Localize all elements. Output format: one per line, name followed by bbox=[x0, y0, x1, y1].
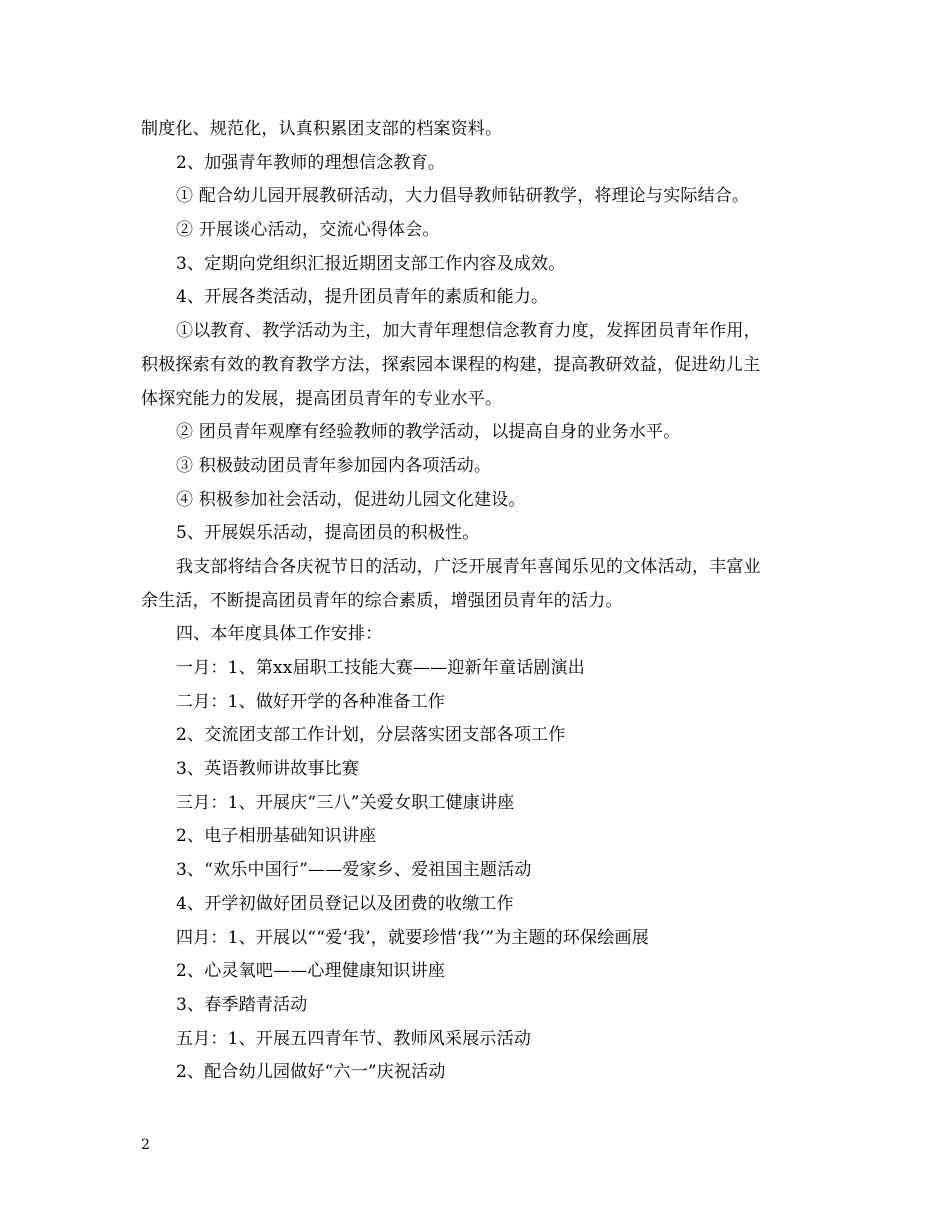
text-line: 制度化、规范化，认真积累团支部的档案资料。 bbox=[141, 119, 503, 139]
text-line: ② 团员青年观摩有经验教师的教学活动，以提高自身的业务水平。 bbox=[176, 422, 681, 443]
schedule-line: 3、“欢乐中国行”——爱家乡、爱祖国主题活动 bbox=[176, 860, 532, 881]
schedule-line: 五月：1、开展五四青年节、教师风采展示活动 bbox=[176, 1028, 532, 1049]
text-line: ① 配合幼儿园开展教研活动，大力倡导教师钻研教学，将理论与实际结合。 bbox=[176, 186, 750, 207]
text-line: ①以教育、教学活动为主，加大青年理想信念教育力度，发挥团员青年作用， bbox=[176, 321, 761, 342]
text-line: 我支部将结合各庆祝节日的活动，广泛开展青年喜闻乐见的文体活动，丰富业 bbox=[176, 556, 761, 577]
text-line: 3、定期向党组织汇报近期团支部工作内容及成效。 bbox=[176, 253, 566, 274]
document-body bbox=[141, 113, 821, 1090]
text-line: 体探究能力的发展，提高团员青年的专业水平。 bbox=[141, 388, 503, 409]
text-line: ③ 积极鼓动团员青年参加园内各项活动。 bbox=[176, 455, 492, 476]
page-number: 2 bbox=[141, 1137, 150, 1153]
schedule-line: 2、心灵氧吧——心理健康知识讲座 bbox=[176, 961, 446, 982]
schedule-line: 3、春季踏青活动 bbox=[176, 994, 308, 1015]
text-line: 余生活，不断提高团员青年的综合素质，增强团员青年的活力。 bbox=[141, 590, 623, 611]
text-line: 2、加强青年教师的理想信念教育。 bbox=[176, 152, 446, 173]
schedule-line: 3、英语教师讲故事比赛 bbox=[176, 759, 360, 780]
schedule-line: 三月：1、开展庆“三八”关爱女职工健康讲座 bbox=[176, 792, 515, 813]
section-heading: 四、本年度具体工作安排： bbox=[176, 624, 383, 645]
text-line: ④ 积极参加社会活动，促进幼儿园文化建设。 bbox=[176, 489, 526, 510]
schedule-line: 4、开学初做好团员登记以及团费的收缴工作 bbox=[176, 893, 514, 914]
text-line: ② 开展谈心活动，交流心得体会。 bbox=[176, 220, 440, 241]
text-line: 5、开展娱乐活动，提高团员的积极性。 bbox=[176, 523, 480, 544]
schedule-line: 2、交流团支部工作计划，分层落实团支部各项工作 bbox=[176, 725, 566, 746]
schedule-line: 四月：1、开展以““爱‘我’，就要珍惜‘我’”为主题的环保绘画展 bbox=[176, 927, 649, 948]
schedule-line: 二月：1、做好开学的各种准备工作 bbox=[176, 691, 446, 712]
text-line: 积极探索有效的教育教学方法，探索园本课程的构建，提高教研效益，促进幼儿主 bbox=[141, 354, 761, 375]
schedule-line: 2、电子相册基础知识讲座 bbox=[176, 826, 377, 847]
schedule-line: 一月：1、第xx届职工技能大赛——迎新年童话剧演出 bbox=[176, 658, 585, 678]
text-line: 4、开展各类活动，提升团员青年的素质和能力。 bbox=[176, 287, 549, 308]
schedule-line: 2、配合幼儿园做好“六一”庆祝活动 bbox=[176, 1062, 446, 1083]
